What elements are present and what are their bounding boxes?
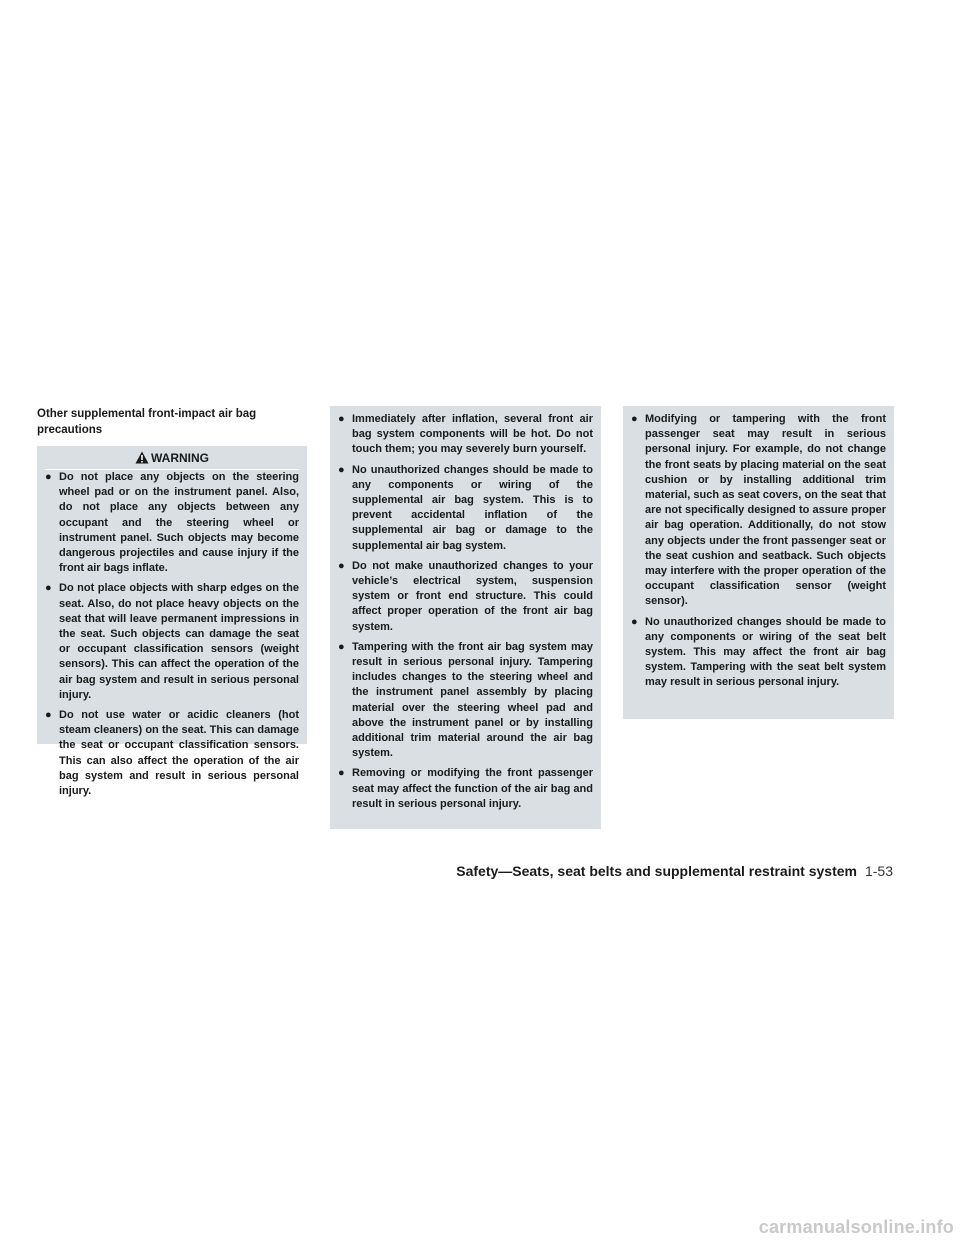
list-item: ● Do not make unauthorized changes to your vehicle’s electrical system, suspension system or front end structure. This could affect proper operation of the front air bag system. <box>338 559 593 633</box>
list-item: ● No unauthorized changes should be made to any components or wiring of the supplemental air bag system. This is to prevent accidental inflation of the supplemental air bag or damage to the supplemental air bag system. <box>338 463 593 552</box>
bullet-icon: ● <box>338 463 345 476</box>
warning-panel-continued-2 <box>623 406 894 719</box>
watermark: carmanualsonline.info <box>758 1217 954 1237</box>
bullet-icon: ● <box>45 471 52 483</box>
warning-panel-continued <box>330 406 601 829</box>
page-number: 1-53 <box>864 863 893 879</box>
bullet-icon: ● <box>338 559 345 572</box>
warning-triangle-icon <box>135 451 149 464</box>
bullet-icon: ● <box>45 709 52 722</box>
warning-list <box>45 470 299 799</box>
list-item: ● Removing or modifying the front passenger seat may affect the function of the air bag and result in serious personal injury. <box>338 767 593 810</box>
warning-list-column-3 <box>631 412 886 691</box>
bullet-icon: ● <box>338 640 345 653</box>
page-footer <box>456 862 893 880</box>
warning-list-column-2 <box>338 412 593 812</box>
warning-label: WARNING <box>151 451 209 465</box>
list-item: ● Do not use water or acidic cleaners (hot steam cleaners) on the seat. This can damage the seat or occupant classification sensors. This can also affect the operation of the air bag system and result in serious personal injury. <box>45 709 299 798</box>
bullet-icon: ● <box>338 767 345 780</box>
warning-panel <box>37 446 307 798</box>
bullet-icon: ● <box>45 582 52 595</box>
bullet-icon: ● <box>631 615 638 628</box>
list-item: ● Immediately after inflation, several front air bag system components will be hot. Do not touch them; you may severely burn yourself. <box>338 413 593 456</box>
list-item: ● Modifying or tampering with the front passenger seat may result in serious personal injury. For example, do not change the front seats by placing material on the seat cushion or by installing additional trim material, such as seat covers, on the seat that are not specifically designed to assure proper air bag operation. Additionally, do not stow any objects under the front passenger seat or the seat cushion and seatback. Such objects may interfere with the proper operation of the occupant classification sensor (weight sensor). <box>631 413 886 608</box>
list-item: ● Do not place objects with sharp edges on the seat. Also, do not place heavy objects on the seat that will leave permanent impressions in the seat. Such objects can damage the seat or occupant classification sensors (weight sensors). This can affect the operation of the air bag system and result in serious personal injury. <box>45 582 299 701</box>
warning-header <box>37 450 307 466</box>
footer-chapter-title: Safety—Seats, seat belts and supplemental restraint system <box>456 863 857 879</box>
list-item: ● No unauthorized changes should be made to any components or wiring of the seat belt system. This may affect the front air bag system. Tampering with the seat belt system may result in serious personal injury. <box>631 615 886 689</box>
list-item: ● Tampering with the front air bag system may result in serious personal injury. Tampering includes changes to the steering wheel and the instrument panel assembly by placing material over the steering wheel pad and above the instrument panel or by installing additional trim material around the air bag system. <box>338 640 593 760</box>
bullet-icon: ● <box>338 413 345 425</box>
section-heading: Other supplemental front-impact air bag precautions <box>37 408 257 436</box>
bullet-icon: ● <box>631 413 638 425</box>
list-item: ● Do not place any objects on the steering wheel pad or on the instrument panel. Also, do not place any objects between any occupant and the steering wheel or instrument panel. Such objects may become dangerous projectiles and cause injury if the front air bags inflate. <box>45 471 299 575</box>
